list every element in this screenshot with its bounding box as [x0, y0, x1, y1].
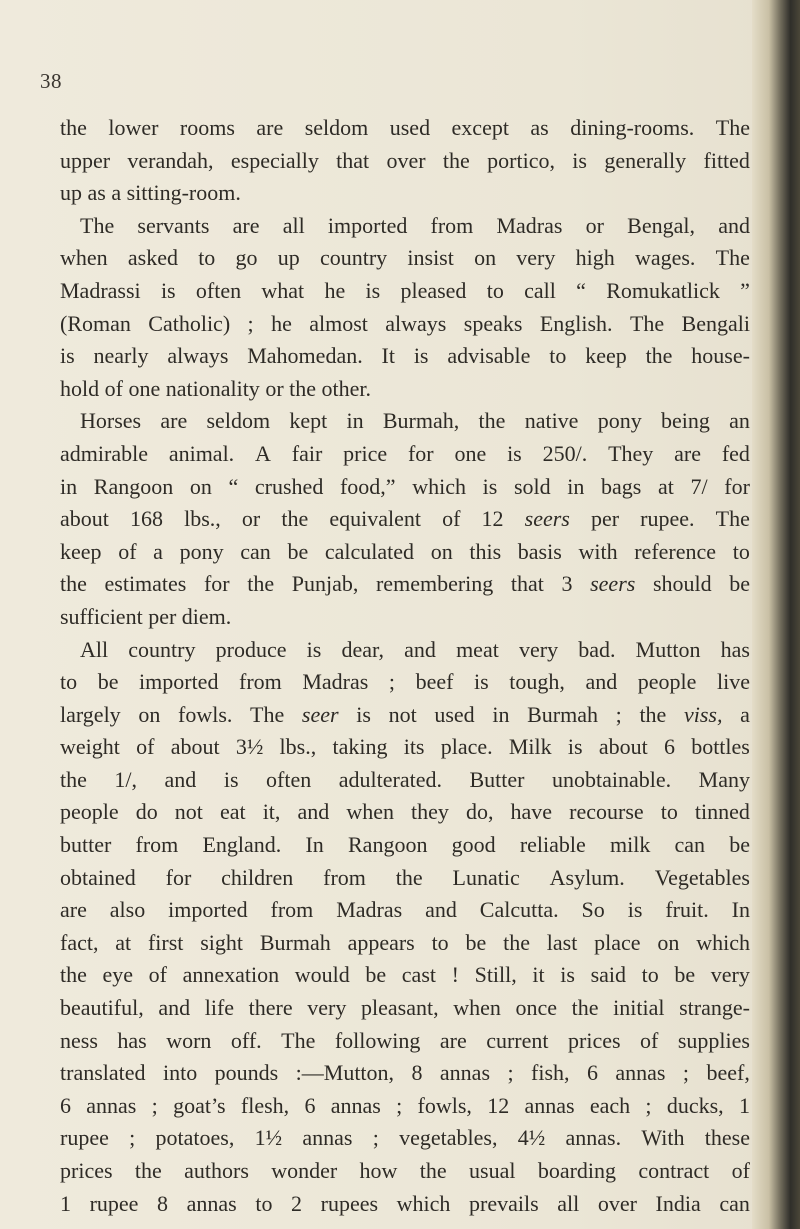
text-line: in Rangoon on “ crushed food,” which is sold in bags at 7/ for: [60, 473, 750, 499]
text-line: All country produce is dear, and meat very bad. Mutton has: [80, 636, 750, 662]
text-line: 1 rupee 8 annas to 2 rupees which prevails all over India can: [60, 1190, 750, 1216]
text-line: translated into pounds :—Mutton, 8 annas ; fish, 6 annas ; beef,: [60, 1060, 750, 1086]
text-line: the lower rooms are seldom used except as dining-rooms. The: [60, 115, 750, 140]
text-line: are also imported from Madras and Calcutta. So is fruit. In: [60, 897, 750, 923]
text-line: is nearly always Mahomedan. It is advisable to keep the house-: [60, 343, 750, 369]
text-line: beautiful, and life there very pleasant, when once the initial strange-: [60, 995, 750, 1021]
text-line: obtained for children from the Lunatic Asylum. Vegetables: [60, 864, 750, 890]
text-line: prices the authors wonder how the usual boarding contract of: [60, 1158, 750, 1183]
text-line: Horses are seldom kept in Burmah, the native pony being an: [80, 408, 750, 434]
text-line: 6 annas ; goat’s flesh, 6 annas ; fowls, 12 annas each ; ducks, 1: [60, 1092, 750, 1118]
text-line: fact, at first sight Burmah appears to be the last place on which: [60, 929, 750, 955]
text-line: Madrassi is often what he is pleased to call “ Romukatlick ”: [60, 277, 750, 303]
text-line: ness has worn off. The following are current prices of supplies: [60, 1027, 750, 1053]
text-line: largely on fowls. The seer is not used in Burmah ; the viss, a: [60, 701, 750, 727]
text-line: the eye of annexation would be cast ! Still, it is said to be very: [60, 962, 750, 988]
text-line: butter from England. In Rangoon good reliable milk can be: [60, 832, 750, 858]
text-line: rupee ; potatoes, 1½ annas ; vegetables, 4½ annas. With these: [60, 1125, 750, 1151]
book-spine-shadow: [752, 0, 800, 1229]
page-number: 38: [40, 69, 62, 93]
text-line: weight of about 3½ lbs., taking its place. Milk is about 6 bottles: [60, 734, 750, 760]
text-line: (Roman Catholic) ; he almost always speaks English. The Bengali: [60, 310, 750, 336]
text-line: when asked to go up country insist on very high wages. The: [60, 245, 750, 271]
text-line: to be imported from Madras ; beef is tough, and people live: [60, 669, 750, 695]
text-line: keep of a pony can be calculated on this basis with reference to: [60, 538, 750, 564]
text-line: about 168 lbs., or the equivalent of 12 seers per rupee. The: [60, 506, 750, 532]
text-line: sufficient per diem.: [60, 603, 232, 629]
text-line: people do not eat it, and when they do, have recourse to tinned: [60, 799, 750, 825]
text-line: the 1/, and is often adulterated. Butter unobtainable. Many: [60, 766, 750, 792]
text-line: The servants are all imported from Madras or Bengal, and: [80, 212, 750, 238]
text-line: the estimates for the Punjab, remembering that 3 seers should be: [60, 571, 750, 597]
body-text: [60, 112, 750, 1220]
text-line: hold of one nationality or the other.: [60, 375, 372, 401]
text-line: admirable animal. A fair price for one is 250/. They are fed: [60, 440, 750, 466]
text-line: up as a sitting-room.: [60, 180, 241, 206]
text-line: upper verandah, especially that over the portico, is generally fitted: [60, 147, 750, 173]
